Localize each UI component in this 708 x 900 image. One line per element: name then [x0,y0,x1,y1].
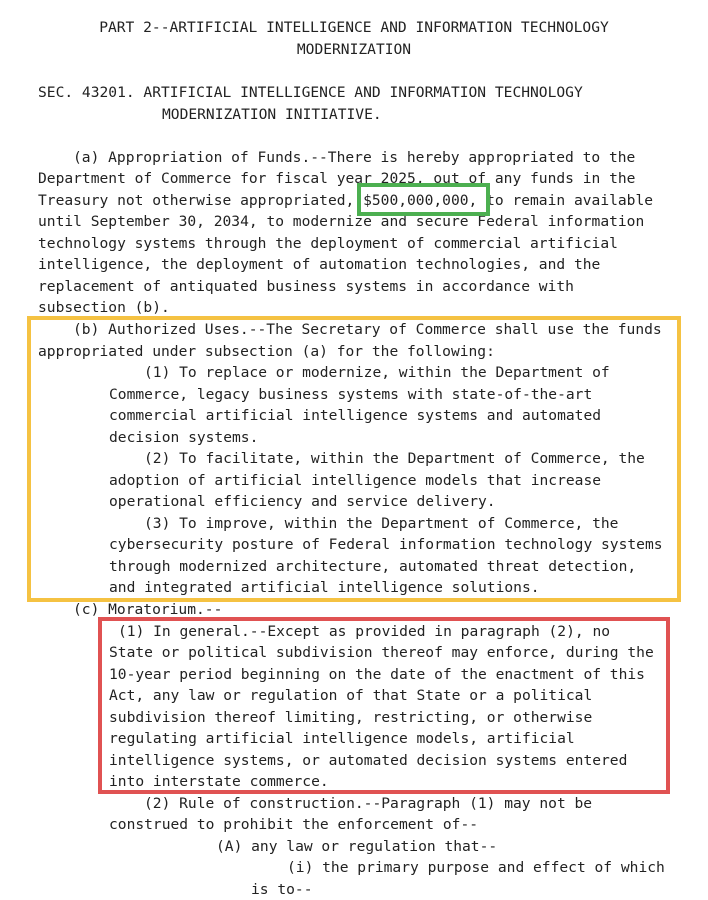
subsection-c-line-9: (2) Rule of construction.--Paragraph (1) may not be [144,794,593,812]
subsection-a-line-2: Department of Commerce for fiscal year 2025, out of any funds in the [38,170,636,187]
subsection-a-line-7: replacement of antiquated business systems in accordance with [38,277,574,295]
subsection-c-line-7: intelligence systems, or automated decision systems entered [109,751,628,769]
subsection-c-line-1: (1) In general.--Except as provided in paragraph (2), no [118,622,611,640]
subsection-b-line-5: commercial artificial intelligence systems and automated [109,407,602,424]
part-heading-line-1: PART 2--ARTIFICIAL INTELLIGENCE AND INFORMATION TECHNOLOGY [99,19,609,36]
subsection-c-line-4: Act, any law or regulation of that State or a political [109,687,593,704]
subsection-a-line-8: subsection (b). [38,299,170,316]
subsection-b-line-7: (2) To facilitate, within the Department of Commerce, the [144,450,645,467]
subsection-a-line-3: Treasury not otherwise appropriated, $500,000,000, to remain available [38,191,654,209]
subsection-c-line-5: subdivision thereof limiting, restricting, or otherwise [109,708,593,726]
subsection-a-line-1: (a) Appropriation of Funds.--There is hereby appropriated to the [73,148,636,166]
subsection-a-line-5: technology systems through the deployment of commercial artificial [38,234,618,252]
subsection-b-line-9: operational efficiency and service delivery. [109,493,496,510]
subsection-a-line-4: until September 30, 2034, to modernize and secure Federal information [38,213,645,230]
section-heading-line-2: MODERNIZATION INITIATIVE. [162,105,382,123]
subsection-b-line-12: through modernized architecture, automated threat detection, [109,557,637,575]
subsection-a-line-6: intelligence, the deployment of automation technologies, and the [38,256,601,273]
subsection-b-line-8: adoption of artificial intelligence models that increase [109,471,602,489]
subsection-c-line-12: (i) the primary purpose and effect of which [287,859,665,876]
subsection-b-line-1: (b) Authorized Uses.--The Secretary of Commerce shall use the funds [73,321,662,338]
subsection-c-heading: (c) Moratorium.-- [73,600,223,618]
subsection-b-line-6: decision systems. [109,428,259,446]
subsection-c-line-3: 10-year period beginning on the date of the enactment of this [109,665,645,683]
subsection-b-line-13: and integrated artificial intelligence solutions. [109,579,540,596]
section-heading-line-1: SEC. 43201. ARTIFICIAL INTELLIGENCE AND INFORMATION TECHNOLOGY [38,84,583,101]
subsection-b-line-10: (3) To improve, within the Department of Commerce, the [144,514,619,532]
subsection-c-line-2: State or political subdivision thereof may enforce, during the [109,644,654,661]
subsection-b-line-11: cybersecurity posture of Federal information technology systems [109,536,663,553]
subsection-c-line-11: (A) any law or regulation that-- [216,837,498,855]
subsection-c-line-13: is to-- [251,880,313,898]
subsection-b-line-2: appropriated under subsection (a) for the following: [38,342,495,360]
part-heading-line-2: MODERNIZATION [296,40,412,58]
subsection-c-line-8: into interstate commerce. [109,773,329,790]
subsection-c-line-10: construed to prohibit the enforcement of-- [109,816,479,833]
subsection-b-line-3: (1) To replace or modernize, within the Department of [144,364,610,381]
subsection-b-line-4: Commerce, legacy business systems with state-of-the-art [109,385,593,403]
subsection-c-line-6: regulating artificial intelligence models, artificial [109,730,575,747]
